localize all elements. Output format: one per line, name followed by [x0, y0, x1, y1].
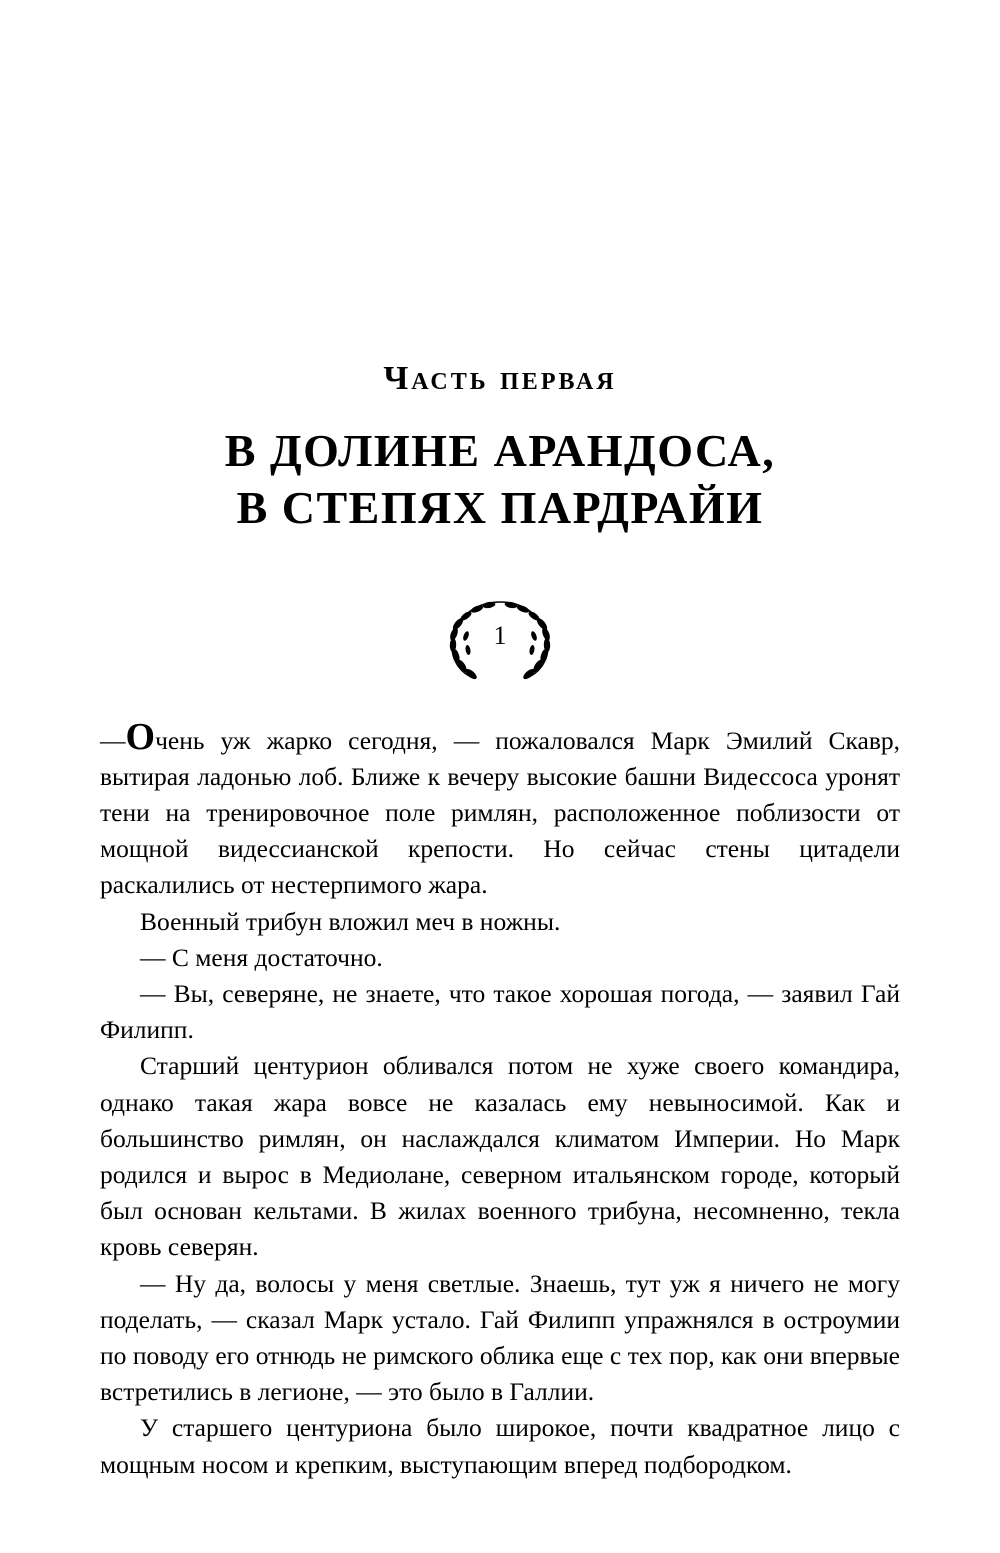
paragraph-5: Старший центурион обливался потом не хуже своего командира, однако такая жара вовсе не казалась ему невыносимой. Как и большинство римлян, он наслаждался климатом Империи. Но Марк родился и вырос в Медиолане, северном итальянском городе, который был основан кельтами. В жилах военного трибуна, несомненно, текла кровь северян. — [100, 1051, 900, 1262]
page-content — [100, 360, 900, 1483]
part-title-line-2: В СТЕПЯХ ПАРДРАЙИ — [236, 481, 764, 533]
paragraph-1 — [100, 715, 900, 904]
paragraph-6: — Ну да, волосы у меня светлые. Знаешь, тут уж я ничего не могу поделать, — сказал Марк устало. Гай Филипп упражнялся в остроумии по поводу его отнюдь не римского облика еще с тех пор, как они впервые встретились в легионе, — это было в Галлии. — [100, 1268, 900, 1407]
part-title — [100, 423, 900, 535]
chapter-number: 1 — [493, 620, 507, 650]
body-text — [100, 715, 900, 1483]
paragraph-2: Военный трибун вложил меч в ножны. — [140, 906, 561, 936]
paragraph-1-text: чень уж жарко сегодня, — пожаловался Марк Эмилий Скавр, вытирая ладонью лоб. Ближе к вечеру высокие башни Видессоса уронят тени на тренировочное поле римлян, расположенное поблизости от мощной видессианской крепости. Но сейчас стены цитадели раскалились от нестерпимого жара. — [100, 725, 900, 900]
part-label: Часть первая — [383, 360, 617, 397]
paragraph-7: У старшего центуриона было широкое, почти квадратное лицо с мощным носом и крепким, выступающим вперед подбородком. — [100, 1413, 900, 1479]
drop-cap: О — [125, 715, 156, 758]
paragraph-4: — Вы, северяне, не знаете, что такое хорошая погода, — заявил Гай Филипп. — [100, 979, 900, 1045]
lead-dash: — — [100, 725, 126, 755]
part-title-line-1: В ДОЛИНЕ АРАНДОСА, — [224, 425, 776, 477]
paragraph-3: — С меня достаточно. — [140, 942, 383, 972]
laurel-wreath-ornament — [430, 590, 570, 682]
